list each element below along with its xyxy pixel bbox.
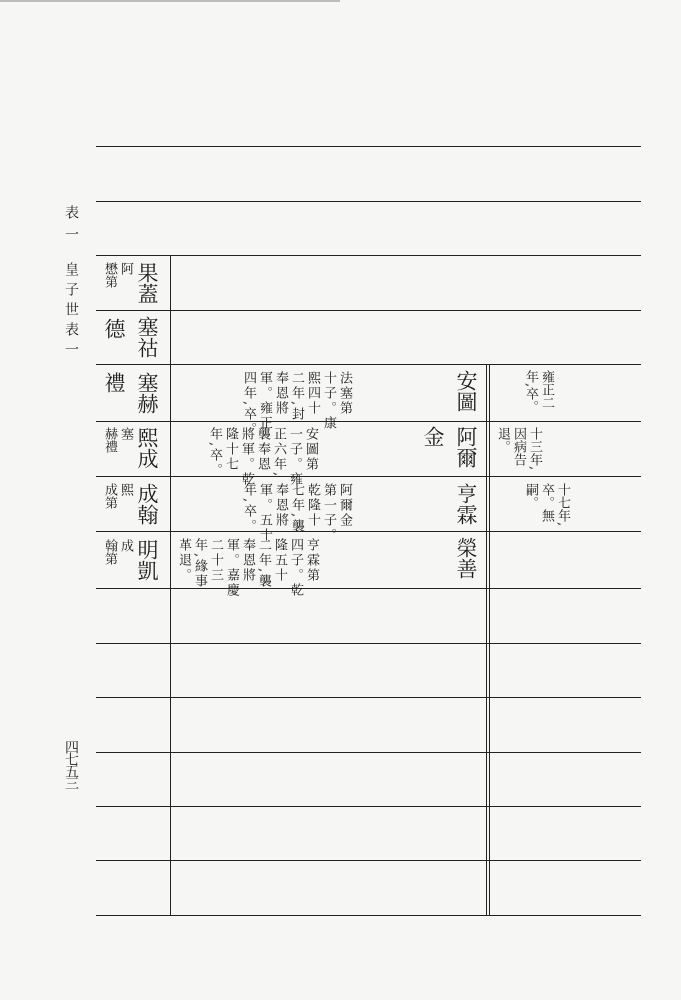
row6-name: 明凱 [135,539,159,581]
margin-section-title: 皇子世表一 [63,262,79,362]
column-divider-left [170,255,171,915]
rule-4 [96,310,641,311]
col6-row3-text: 法塞第 十子。康 熙四十 二年,封 奉恩將 軍。雍正 四年,卒。 [241,371,352,438]
col6-row4-name-first: 金 [421,426,445,447]
rule-12 [96,752,641,753]
rule-6 [96,421,641,422]
margin-page-number: 四七五三 [63,740,79,788]
col7-row5-entry: 十七年, 卒。無 嗣。 [523,483,570,527]
row5-father: 熙 成第 [102,483,133,509]
row1-father: 阿 懋第 [102,262,133,288]
rule-14 [96,860,641,861]
page-top-edge [0,0,340,2]
rule-7 [96,476,641,477]
col6-row5-text: 阿爾金 第一子。 乾隆十 七年,襲 奉恩將 軍。五十 年,卒。 [241,483,352,543]
row3-name: 塞赫 [135,372,159,414]
rule-10 [96,643,641,644]
rule-2 [96,201,641,202]
col6-row4-name-second: 阿爾 [454,426,478,468]
rule-5 [96,364,641,365]
row2-father: 德 [102,318,126,339]
col7-row4-entry: 十三年, 因病告 退。 [495,427,542,471]
col6-row3-name: 安圖 [454,370,478,412]
rule-13 [96,806,641,807]
rule-15 [96,915,641,916]
col6-row6-text: 亨霖第 四子。乾 隆五十 二年,襲 奉恩將 軍。嘉慶 二十三 年,緣事 革退。 [176,538,319,598]
row6-father: 成 翰第 [102,539,133,565]
row4-father: 塞 赫禮 [102,427,133,453]
margin-volume: 表一 [63,205,79,249]
rule-1 [96,146,641,147]
row4-name: 熙成 [135,427,159,469]
row1-name: 果蓋 [135,262,159,304]
rule-8 [96,531,641,532]
col7-row3-entry: 雍正二 年,卒。 [523,370,554,414]
rule-3 [96,255,641,256]
col6-row4-text: 安圖第 一子。雍 正六年, 襲奉恩 將軍。乾 隆十七 年,卒。 [207,427,318,487]
rule-11 [96,697,641,698]
row3-father: 禮 [102,372,126,393]
col6-row5-name: 亨霖 [454,483,478,525]
column-divider-right-inner [489,364,490,915]
row5-name: 成翰 [135,483,159,525]
row2-name: 塞祜 [135,316,159,358]
col6-row6-name: 榮善 [454,537,478,579]
column-divider-right [486,364,487,915]
